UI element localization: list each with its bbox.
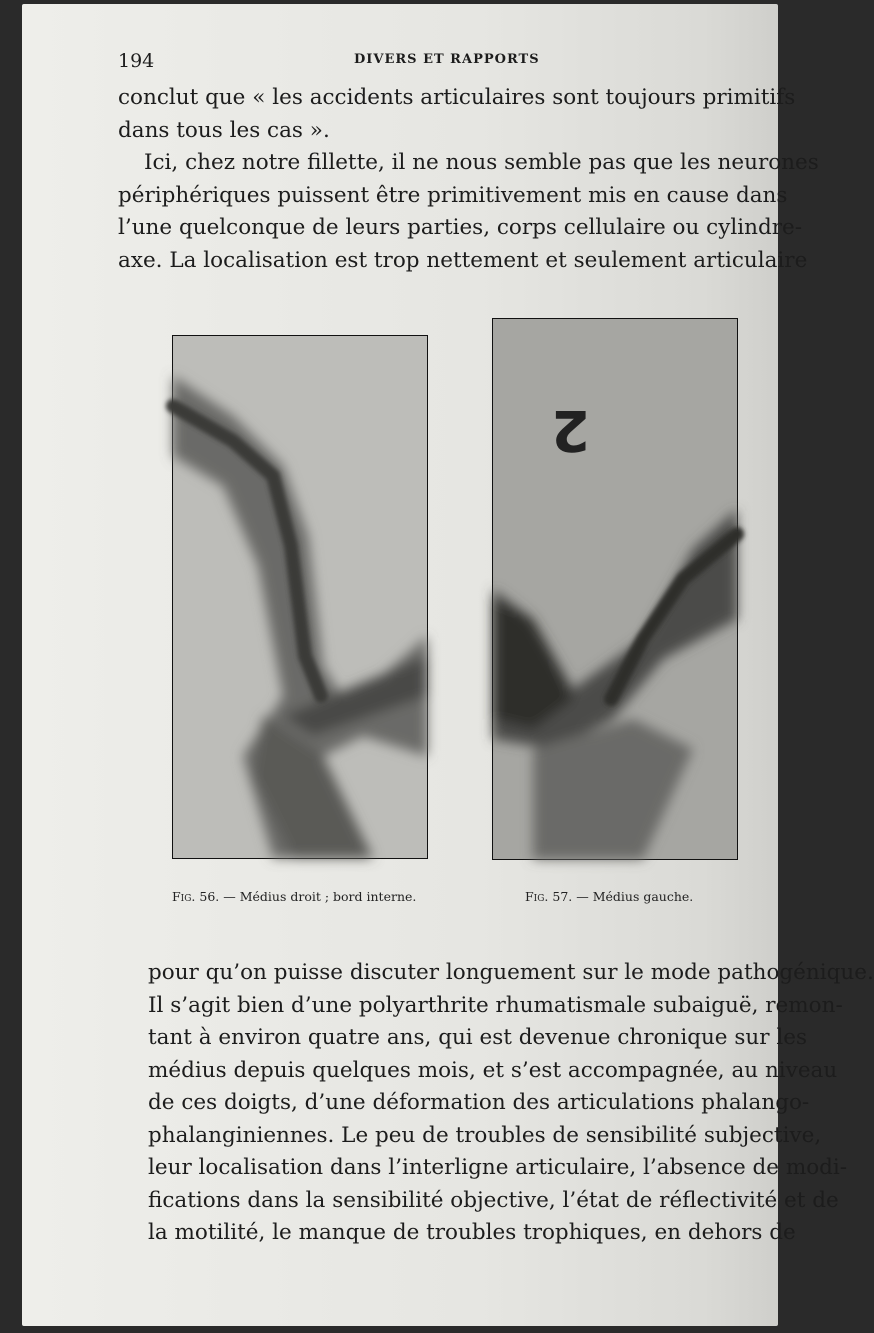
text-line: la motilité, le manque de troubles trophiques, en dehors de	[148, 1220, 796, 1245]
text-line: dans tous les cas ».	[118, 117, 330, 143]
page-header	[118, 50, 758, 74]
text-line: Il s’agit bien d’une polyarthrite rhumatismale subaiguë, remon-	[148, 992, 843, 1018]
text-line: périphériques puissent être primitivement mis en cause dans	[118, 182, 788, 208]
text-line: leur localisation dans l’interligne articulaire, l’absence de modi-	[148, 1155, 848, 1180]
text-line: Ici, chez notre fillette, il ne nous semble pas que les neurones	[144, 150, 819, 175]
running-title: DIVERS ET RAPPORTS	[354, 52, 540, 67]
figure-caption-56	[172, 889, 416, 904]
caption-text: — Médius droit ; bord interne.	[223, 889, 417, 904]
body-text-bottom	[148, 957, 874, 1250]
text-line: tant à environ quatre ans, qui est devenue chronique sur les	[148, 1025, 807, 1050]
plate-mark: 2	[551, 397, 590, 462]
figure-label: Fig. 57.	[525, 889, 573, 904]
text-line: de ces doigts, d’une déformation des articulations phalango-	[148, 1090, 810, 1115]
text-line: pour qu’on puisse discuter longuement sur le mode pathogénique.	[148, 960, 874, 985]
text-line: phalanginiennes. Le peu de troubles de sensibilité subjective,	[148, 1122, 822, 1148]
figure-label: Fig. 56.	[172, 889, 220, 904]
xray-figure-56	[172, 335, 428, 859]
text-line: axe. La localisation est trop nettement et seulement articulaire	[118, 247, 808, 273]
text-line: conclut que « les accidents articulaires sont toujours primitifs	[118, 85, 796, 110]
figure-caption-57	[525, 889, 693, 904]
text-line: fications dans la sensibilité objective, l’état de réflectivité et de	[148, 1187, 839, 1213]
text-line: l’une quelconque de leurs parties, corps cellulaire ou cylindre-	[118, 215, 802, 240]
body-text-top	[118, 82, 819, 277]
caption-text: — Médius gauche.	[576, 889, 694, 904]
page-number: 194	[118, 50, 155, 72]
xray-figure-57	[492, 318, 738, 860]
text-line: médius depuis quelques mois, et s’est accompagnée, au niveau	[148, 1057, 838, 1083]
book-page	[22, 4, 874, 1326]
